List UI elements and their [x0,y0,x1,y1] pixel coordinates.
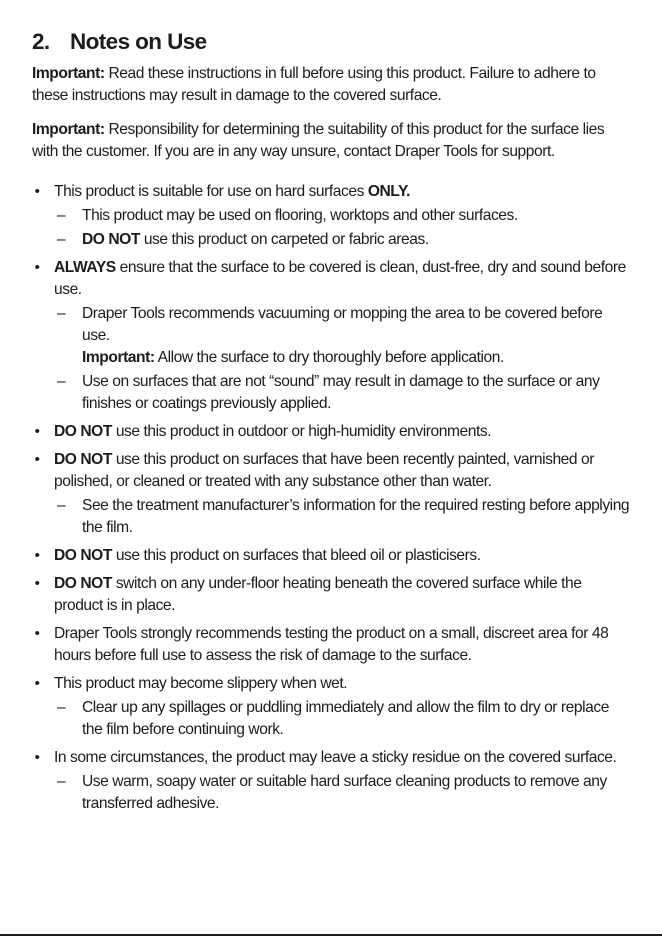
dash-icon: – [57,207,66,224]
sub-item-text: Use warm, soapy water or suitable hard surface cleaning products to remove any transferred adhesive. [82,773,607,812]
important-text: Responsibility for determining the suitability of this product for the surface lies with the customer. If you are in any way unsure, contact Draper Tools for support. [32,121,605,160]
section-heading [32,28,632,56]
list-item [32,623,632,667]
item-emphasis: DO NOT [54,575,112,592]
sub-item-text: Clear up any spillages or puddling immediately and allow the film to dry or replace the film before continuing work. [82,699,609,738]
list-item [32,421,632,443]
item-text: This product may become slippery when wet. [54,675,348,692]
list-item [32,449,632,539]
item-emphasis: ONLY. [367,183,411,200]
sub-item-text: Use on surfaces that are not “sound” may result in damage to the surface or any finishes or coatings previously applied. [82,373,600,412]
dash-icon: – [57,497,66,514]
sub-item [32,205,632,227]
section-number: 2. [32,29,50,54]
item-text: In some circumstances, the product may leave a sticky residue on the covered surface. [54,749,617,766]
bullet-icon: • [34,259,40,276]
bullet-icon: • [34,749,40,766]
bullet-icon: • [34,183,40,200]
important-note-1 [32,63,632,107]
important-note-2 [32,119,632,163]
sub-item-emphasis: DO NOT [82,231,140,248]
sub-item-text: Allow the surface to dry thoroughly before application. [154,349,504,366]
sub-item [32,771,632,815]
item-text: ensure that the surface to be covered is clean, dust-free, dry and sound before use. [54,259,626,298]
item-emphasis: ALWAYS [54,259,116,276]
item-text: use this product in outdoor or high-humidity environments. [111,423,492,440]
list-item [32,257,632,415]
bullet-icon: • [34,575,40,592]
item-emphasis: DO NOT [54,451,112,468]
list-item [32,181,632,251]
dash-icon: – [57,699,66,716]
important-label: Important: [32,65,105,82]
bullet-icon: • [34,451,40,468]
dash-icon: – [57,231,66,248]
sub-item [32,697,632,741]
item-emphasis: DO NOT [54,423,112,440]
list-item [32,673,632,741]
sub-item-text: Draper Tools recommends vacuuming or mopping the area to be covered before use. [82,305,603,344]
section-title: Notes on Use [70,29,207,54]
list-item [32,573,632,617]
sub-item [32,303,632,369]
item-text: use this product on surfaces that have been recently painted, varnished or polished, or cleaned or treated with any substance other than water. [54,451,594,490]
usage-notes-list [32,181,632,815]
bullet-icon: • [34,547,40,564]
item-text: Draper Tools strongly recommends testing the product on a small, discreet area for 48 hours before full use to assess the risk of damage to the surface. [54,625,609,664]
dash-icon: – [57,773,66,790]
item-text: This product is suitable for use on hard surfaces [54,183,368,200]
item-emphasis: DO NOT [54,547,112,564]
sub-item-text: This product may be used on flooring, worktops and other surfaces. [82,207,518,224]
notes-on-use-section [32,28,632,821]
item-text: switch on any under-floor heating beneath the covered surface while the product is in place. [54,575,582,614]
sub-item [32,495,632,539]
bullet-icon: • [34,625,40,642]
sub-item-emphasis: Important: [82,349,155,366]
bullet-icon: • [34,423,40,440]
sub-item-text: use this product on carpeted or fabric areas. [139,231,429,248]
bullet-icon: • [34,675,40,692]
list-item [32,747,632,815]
sub-item [32,371,632,415]
sub-item-text: See the treatment manufacturer’s information for the required resting before applying the film. [82,497,630,536]
dash-icon: – [57,373,66,390]
important-text: Read these instructions in full before using this product. Failure to adhere to these instructions may result in damage to the covered surface. [32,65,596,104]
important-label: Important: [32,121,105,138]
dash-icon: – [57,305,66,322]
item-text: use this product on surfaces that bleed oil or plasticisers. [111,547,481,564]
list-item [32,545,632,567]
sub-item [32,229,632,251]
